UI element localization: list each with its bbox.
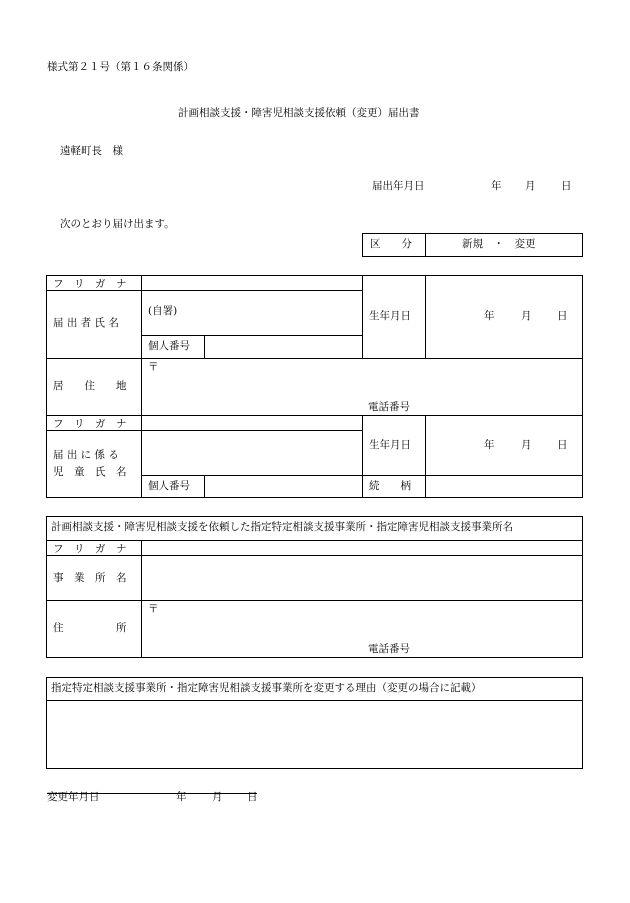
address-input[interactable]: [142, 359, 582, 415]
divider: [425, 233, 426, 257]
category-options[interactable]: 新規 ・ 変更: [462, 238, 536, 250]
applicant-birth-label: 生年月日: [369, 310, 411, 322]
form-number: 様式第２１号（第１６条関係）: [47, 61, 194, 73]
child-birth-day: 日: [557, 439, 568, 451]
applicant-name-label: 届 出 者 氏 名: [53, 317, 119, 329]
statement: 次のとおり届け出ます。: [60, 218, 175, 230]
provider-phone-label: 電話番号: [368, 643, 410, 655]
divider: [362, 275, 363, 358]
child-birth-label: 生年月日: [369, 439, 411, 451]
change-date-label: 変更年月日: [47, 791, 100, 803]
addressee: 遠軽町長 様: [60, 145, 123, 157]
change-day-unit: 日: [247, 791, 258, 803]
category-label: 区 分: [370, 238, 412, 250]
provider-section-title: 計画相談支援・障害児相談支援を依頼した指定特定相談支援事業所・指定障害児相談支援事業所名: [51, 521, 513, 533]
child-name-label-2: 児 童 氏 名: [53, 466, 127, 478]
child-personal-number-input[interactable]: [205, 476, 362, 498]
child-personal-number-label: 個人番号: [148, 480, 190, 492]
divider: [362, 415, 363, 498]
applicant-birth-year: 年: [484, 310, 495, 322]
reason-input[interactable]: [47, 701, 582, 768]
child-name-input[interactable]: [142, 431, 362, 475]
child-birth-month: 月: [521, 439, 532, 451]
applicant-furigana-input[interactable]: [142, 276, 362, 290]
child-furigana-input[interactable]: [142, 416, 362, 430]
submission-date-field[interactable]: [432, 176, 572, 196]
signature-note: (自署): [148, 305, 178, 317]
submission-day-unit: 日: [561, 180, 572, 192]
applicant-personal-number-label: 個人番号: [148, 340, 190, 352]
provider-furigana-input[interactable]: [142, 541, 582, 555]
applicant-birth-month: 月: [521, 310, 532, 322]
change-month-unit: 月: [212, 791, 223, 803]
reason-section-title: 指定特定相談支援事業所・指定障害児相談支援事業所を変更する理由（変更の場合に記載）: [51, 682, 482, 694]
applicant-furigana-label: フ リ ガ ナ: [53, 278, 127, 290]
child-birth-year: 年: [484, 439, 495, 451]
postal-mark: 〒: [148, 361, 159, 373]
form-title: 計画相談支援・障害児相談支援依頼（変更）届出書: [178, 107, 420, 119]
office-name-label: 事 業 所 名: [53, 572, 127, 584]
submission-month-unit: 月: [525, 180, 536, 192]
relation-label: 続 柄: [369, 480, 411, 492]
provider-furigana-label: フ リ ガ ナ: [53, 543, 127, 555]
provider-address-input[interactable]: [142, 601, 582, 657]
child-furigana-label: フ リ ガ ナ: [53, 418, 127, 430]
applicant-birth-day: 日: [557, 310, 568, 322]
address-label: 居 住 地: [53, 380, 127, 392]
submission-year-unit: 年: [491, 180, 502, 192]
change-year-unit: 年: [176, 791, 187, 803]
submission-date-label: 届出年月日: [372, 180, 425, 192]
applicant-name-input[interactable]: [142, 291, 362, 335]
office-name-input[interactable]: [142, 556, 582, 600]
provider-address-label: 住 所: [53, 622, 127, 634]
provider-postal-mark: 〒: [148, 603, 159, 615]
applicant-personal-number-input[interactable]: [205, 336, 362, 358]
relation-input[interactable]: [426, 476, 582, 498]
child-name-label-1: 届 出 に 係 る: [53, 449, 119, 461]
phone-label: 電話番号: [368, 401, 410, 413]
